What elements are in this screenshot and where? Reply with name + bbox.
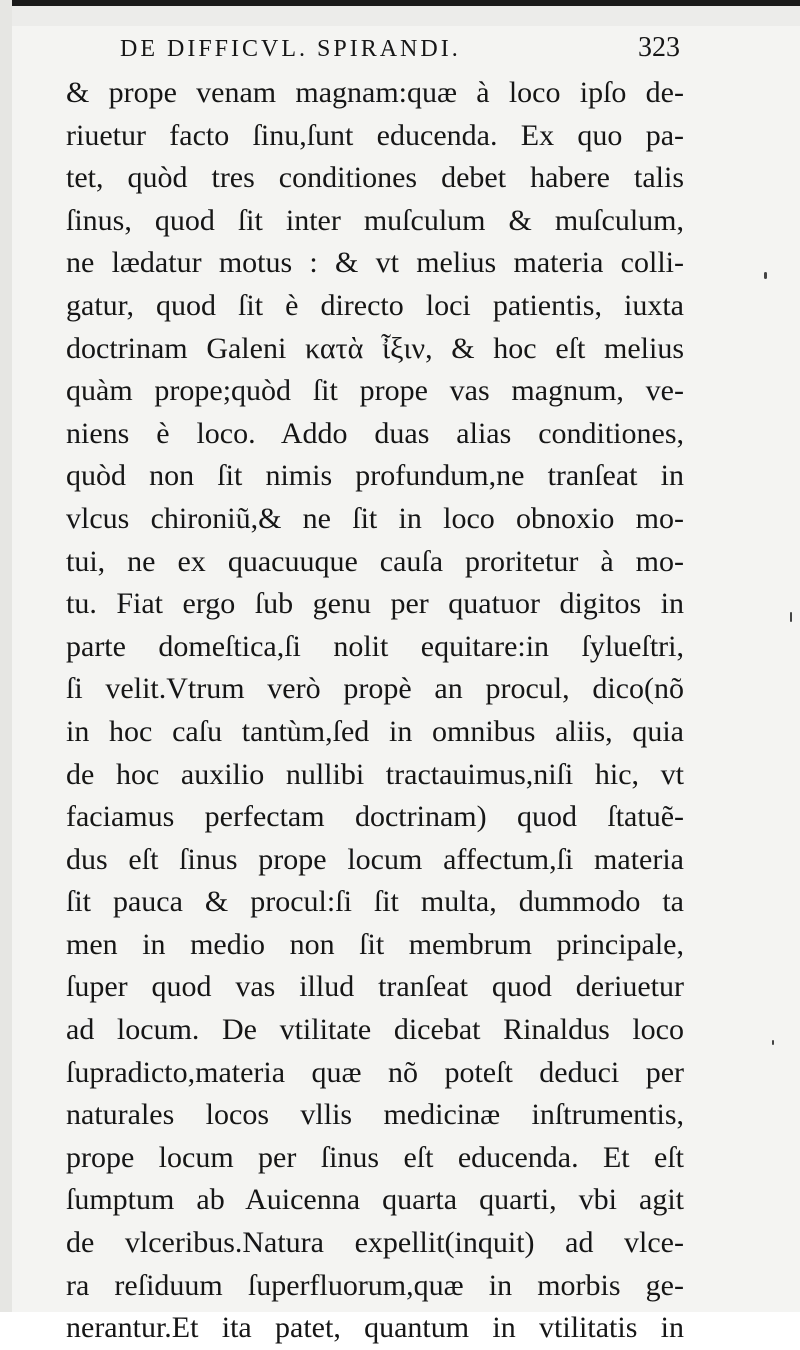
text-line: riuetur facto ſinu,ſunt educenda. Ex quo pa- [66, 118, 684, 152]
text-line: men in medio non ſit membrum principale, [66, 927, 684, 961]
text-line: ſit pauca & procul:ſi ſit multa, dummodo ta [66, 885, 684, 919]
text-line: nerantur.Et ita patet, quantum in vtilitatis in [66, 1311, 684, 1345]
page-number: 323 [638, 32, 680, 63]
text-line: de hoc auxilio nullibi tractauimus,niſi hic, vt [66, 757, 684, 791]
text-line: ſi velit.Vtrum verò propè an procul, dico(nõ [66, 672, 684, 706]
text-line: ſupradicto,materia quæ nõ poteſt deduci per [66, 1055, 684, 1089]
text-line: faciamus perfectam doctrinam) quod ſtatuẽ- [66, 800, 684, 834]
text-line: ſinus, quod ſit inter muſculum & muſculum, [66, 203, 684, 237]
text-line: & prope venam magnam:quæ à loco ipſo de- [66, 76, 684, 109]
page-left-margin [0, 0, 12, 1312]
text-line: quòd non ſit nimis profundum,ne tranſeat in [66, 459, 684, 493]
ink-speck [772, 1040, 774, 1045]
text-line: ne lædatur motus : & vt melius materia colli- [66, 246, 684, 280]
text-line: vlcus chironiũ,& ne ſit in loco obnoxio mo- [66, 501, 684, 535]
ink-speck [790, 612, 792, 622]
text-line: prope locum per ſinus eſt educenda. Et eſt [66, 1140, 684, 1174]
text-line: ſumptum ab Auicenna quarta quarti, vbi agit [66, 1183, 684, 1217]
text-line: tui, ne ex quacuuque cauſa proritetur à mo- [66, 544, 684, 578]
text-line: gatur, quod ſit è directo loci patientis, iuxta [66, 288, 684, 322]
text-line: tet, quòd tres conditiones debet habere talis [66, 161, 684, 195]
text-line: parte domeſtica,ſi nolit equitare:in ſylueſtri, [66, 629, 684, 663]
text-line: ra reſiduum ſuperfluorum,quæ in morbis ge- [66, 1268, 684, 1302]
page-header [120, 30, 680, 74]
text-line: de vlceribus.Natura expellit(inquit) ad vlce- [66, 1226, 684, 1260]
text-line: tu. Fiat ergo ſub genu per quatuor digitos in [66, 587, 684, 621]
text-line: quàm prope;quòd ſit prope vas magnum, ve- [66, 374, 684, 408]
text-line: ſuper quod vas illud tranſeat quod deriuetur [66, 970, 684, 1004]
text-line: doctrinam Galeni κατὰ ἶξιν, & hoc eſt melius [66, 331, 684, 365]
running-head: DE DIFFICVL. SPIRANDI. [120, 36, 461, 62]
text-line: ad locum. De vtilitate dicebat Rinaldus loco [66, 1013, 684, 1047]
ink-speck [764, 272, 767, 279]
text-line: dus eſt ſinus prope locum affectum,ſi materia [66, 842, 684, 876]
text-line: niens è loco. Addo duas alias conditiones, [66, 416, 684, 450]
text-line: naturales locos vllis medicinæ inſtrumentis, [66, 1098, 684, 1132]
text-line: in hoc caſu tantùm,ſed in omnibus aliis, quia [66, 714, 684, 748]
page-top-edge [0, 0, 800, 6]
body-text [66, 72, 684, 1350]
